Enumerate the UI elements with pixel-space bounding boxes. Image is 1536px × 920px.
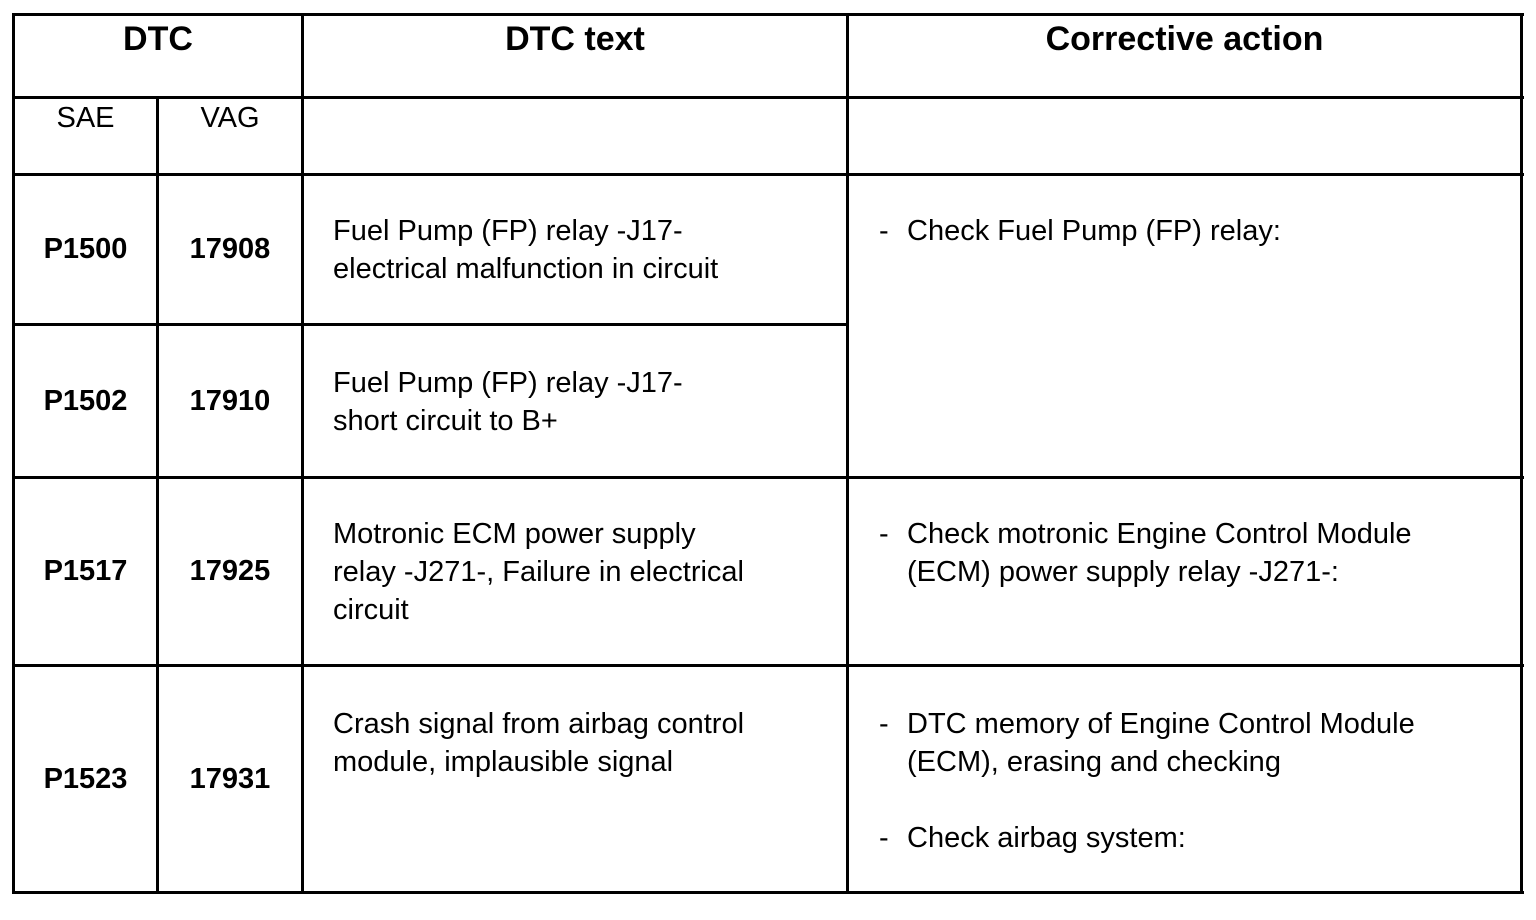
dtc-description-line: circuit: [333, 594, 409, 626]
corrective-action-item: [879, 212, 1509, 250]
row-divider-3: [12, 664, 1524, 667]
corrective-action-line: Check Fuel Pump (FP) relay:: [907, 215, 1281, 247]
dtc-description-line: relay -J271-, Failure in electrical: [333, 556, 744, 588]
vag-code: 17931: [189, 763, 271, 795]
row-divider-1: [12, 323, 849, 326]
corrective-action-item: [879, 515, 1509, 591]
header-dtc-text: DTC text: [505, 20, 645, 58]
dtc-description-line: Fuel Pump (FP) relay -J17-: [333, 367, 683, 399]
sae-code: P1517: [43, 555, 128, 587]
dtc-description: [333, 515, 833, 629]
header-corrective-action: Corrective action: [1045, 20, 1324, 58]
table-border-right: [1520, 13, 1523, 894]
header-dtc: DTC: [123, 20, 193, 58]
dtc-description-line: Crash signal from airbag control: [333, 708, 745, 740]
corrective-action-line: DTC memory of Engine Control Module: [907, 708, 1415, 740]
dtc-text-divider: [301, 13, 304, 894]
vag-code: 17910: [189, 385, 271, 417]
dtc-description-line: module, implausible signal: [333, 746, 674, 778]
bullet-dash: -: [879, 215, 889, 247]
dtc-description-line: Motronic ECM power supply: [333, 518, 696, 550]
sae-code: P1523: [43, 763, 128, 795]
corrective-action-line: Check airbag system:: [907, 822, 1186, 854]
table-border-bottom: [12, 891, 1524, 894]
bullet-dash: -: [879, 708, 889, 740]
bullet-dash: -: [879, 822, 889, 854]
row-divider-2: [12, 476, 1524, 479]
dtc-description: [333, 212, 833, 288]
corrective-action-line: (ECM), erasing and checking: [907, 746, 1281, 778]
dtc-description: [333, 364, 833, 440]
sae-code: P1502: [43, 385, 128, 417]
corrective-action-item: [879, 705, 1509, 781]
corrective-action-line: (ECM) power supply relay -J271-:: [907, 556, 1339, 588]
subheader-sae: SAE: [56, 102, 115, 134]
action-divider: [846, 13, 849, 894]
dtc-description: [333, 705, 833, 781]
dtc-description-line: Fuel Pump (FP) relay -J17-: [333, 215, 683, 247]
corrective-action-line: Check motronic Engine Control Module: [907, 518, 1412, 550]
sae-code: P1500: [43, 233, 128, 265]
bullet-dash: -: [879, 518, 889, 550]
subheader-divider: [12, 173, 1524, 176]
corrective-action-item: [879, 819, 1509, 857]
subheader-vag: VAG: [200, 102, 260, 134]
dtc-description-line: electrical malfunction in circuit: [333, 253, 719, 285]
vag-code: 17908: [189, 233, 271, 265]
vag-code: 17925: [189, 555, 271, 587]
dtc-description-line: short circuit to B+: [333, 405, 558, 437]
table-border-top: [12, 13, 1524, 16]
